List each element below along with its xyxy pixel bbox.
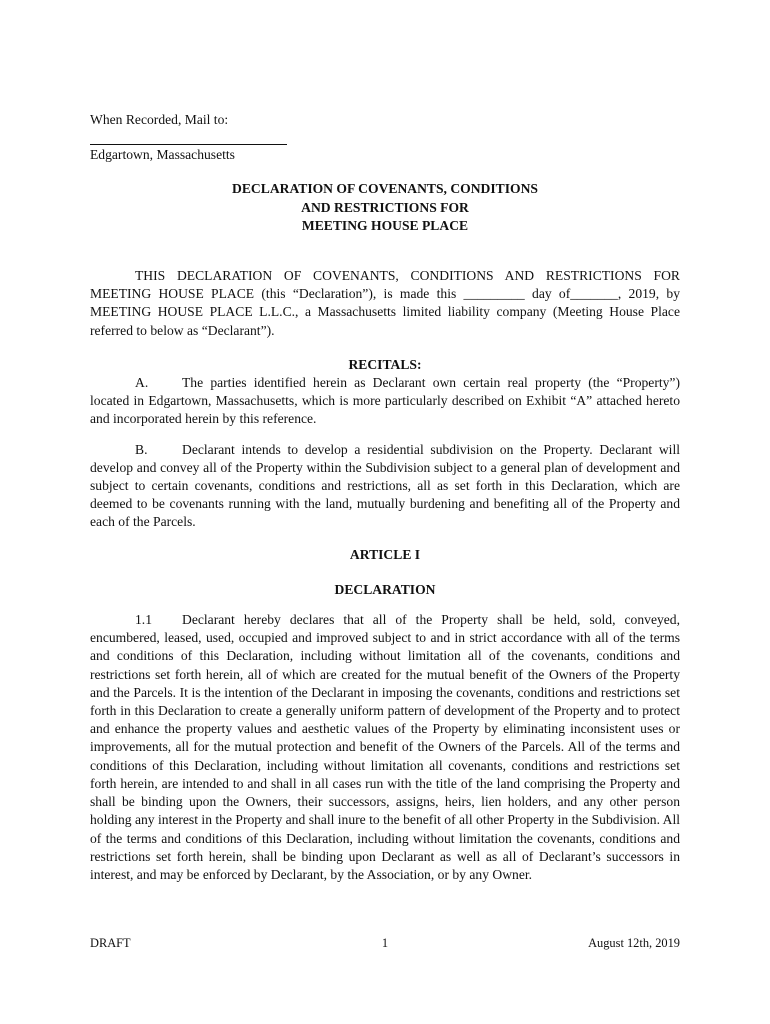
recipient-blank-line xyxy=(90,130,287,145)
recital-a-number: A. xyxy=(135,375,149,391)
title-line-3: MEETING HOUSE PLACE xyxy=(301,217,469,233)
footer-date: August 12th, 2019 xyxy=(588,936,680,950)
title-line-1: DECLARATION OF COVENANTS, CONDITIONS xyxy=(232,181,538,197)
section-1-1-number: 1.1 xyxy=(135,612,152,628)
recitals-heading: RECITALS: xyxy=(348,356,422,372)
draft-label: DRAFT xyxy=(90,936,131,950)
intro-paragraph: THIS DECLARATION OF COVENANTS, CONDITIONS AND RESTRICTIONS FOR MEETING HOUSE PLACE (this “Declaration”), is made this _________ day of_______, 2019, by MEETING HOUSE PLACE L.L.C., a Massachusetts limited liability company (Meeting House Place referred to below as “Declarant”). xyxy=(90,268,680,338)
article-subheading: DECLARATION xyxy=(334,581,436,597)
document-body xyxy=(90,111,680,884)
section-1-1-text: Declarant hereby declares that all of the Property shall be held, sold, conveyed, encumbered, leased, used, occupied and improved subject to and in strict accordance with all of the terms and conditions of this Declaration, including without limitation all of the covenants, conditions and restrictions set forth herein, all of which are created for the mutual benefit of the Owners of the Property and the Parcels. It is the intention of the Declarant in imposing the covenants, conditions and restrictions set forth in this Declaration to create a generally uniform pattern of development of the Property and to protect and enhance the property values and aesthetic values of the Property by eliminating inconsistent uses or improvements, all for the mutual protection and benefit of the Owners of the Parcels. All of the terms and conditions of this Declaration, including without limitation all covenants, conditions and restrictions set forth herein, are intended to and shall in all cases run with the title of the land comprising the Property and shall be binding upon the Owners, their successors, assigns, heirs, lien holders, and any other person holding any interest in the Property and shall inure to the benefit of all other Property in the Subdivision. All of the terms and conditions of this Declaration, including without limitation the covenants, conditions and restrictions set forth herein, shall be binding upon Declarant as well as all of Declarant’s successors in interest, and may be enforced by Declarant, by the Association, or by any Owner. xyxy=(90,612,680,882)
document-title xyxy=(90,180,680,235)
recital-a xyxy=(90,374,680,429)
section-1-1 xyxy=(90,611,680,884)
recital-b xyxy=(90,441,680,532)
recital-b-text: Declarant intends to develop a residential subdivision on the Property. Declarant will develop and convey all of the Property within the Subdivision subject to a general plan of development and subject to certain covenants, conditions and restrictions, all as set forth in this Declaration, which are deemed to be covenants running with the land, mutually burdening and benefiting all of the Property and each of the Parcels. xyxy=(90,441,680,530)
title-line-2: AND RESTRICTIONS FOR xyxy=(301,199,469,215)
when-recorded-label: When Recorded, Mail to: xyxy=(90,112,229,127)
town-line: Edgartown, Massachusetts xyxy=(90,147,235,163)
recital-b-number: B. xyxy=(135,441,148,457)
article-heading: ARTICLE I xyxy=(349,546,421,562)
recital-a-text: The parties identified herein as Declarant own certain real property (the “Property”) located in Edgartown, Massachusetts, which is more particularly described on Exhibit “A” attached hereto and incorporated herein by this reference. xyxy=(90,375,680,427)
page-number: 1 xyxy=(381,936,389,950)
